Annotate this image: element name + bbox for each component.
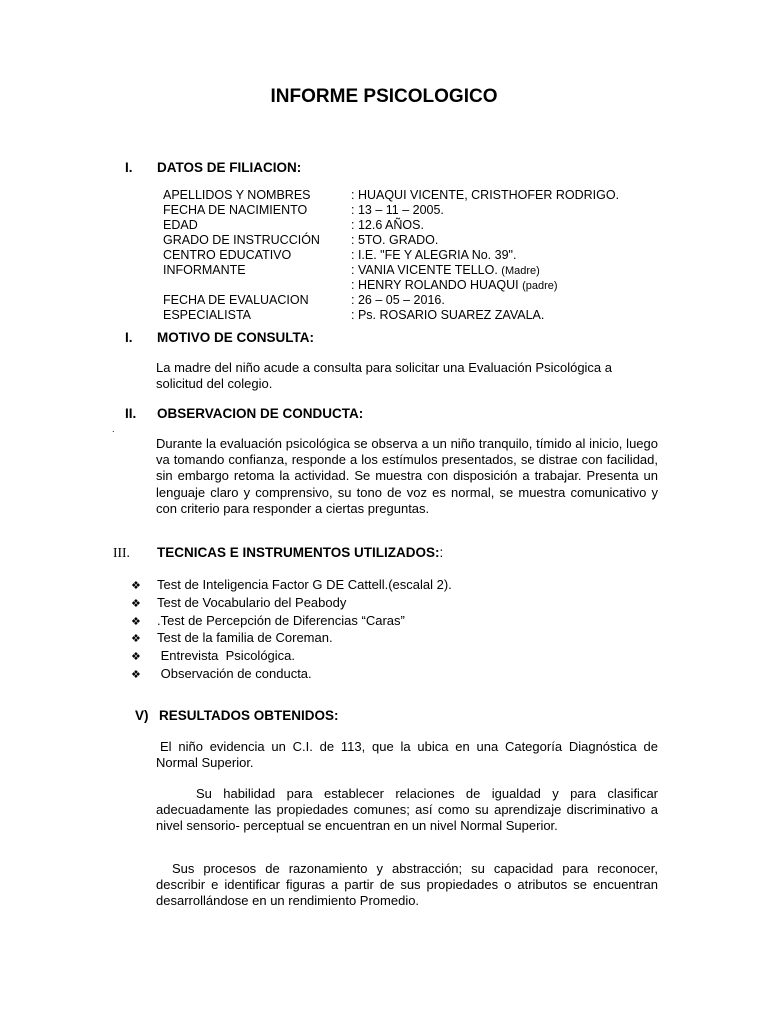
list-item-text: Test de Vocabulario del Peabody <box>157 594 347 610</box>
section-title-tail: : <box>439 545 444 560</box>
section-title: TECNICAS E INSTRUMENTOS UTILIZADOS: <box>157 545 440 560</box>
field-value: : HUAQUI VICENTE, CRISTHOFER RODRIGO. <box>351 188 620 202</box>
field-label: EDAD <box>163 218 198 232</box>
section-number: II. <box>125 406 137 421</box>
section-heading-datos <box>125 160 301 175</box>
list-item-text: .Test de Percepción de Diferencias “Caras” <box>157 612 405 628</box>
resultados-paragraph-3: Sus procesos de razonamiento y abstracción; su capacidad para reconocer, describir e identificar figuras a partir de sus propiedades o atributos se encuentran desarrollándose en un rendimiento Promedio. <box>156 861 658 909</box>
list-item <box>131 595 452 613</box>
list-item-text: Test de la familia de Coreman. <box>157 630 333 646</box>
observacion-paragraph: Durante la evaluación psicológica se observa a un niño tranquilo, tímido al inicio, luego va tomando confianza, responde a los estímulos presentados, se distrae con facilidad, sin embargo retoma la actividad. Se muestra con disposición a trabajar. Presenta un lenguaje claro y comprensivo, su tono de voz es normal, se muestra comunicativo y con criterio para responder a ciertas preguntas. <box>156 436 658 516</box>
field-value: : Ps. ROSARIO SUAREZ ZAVALA. <box>351 308 545 322</box>
diamond-bullet-icon: ❖ <box>131 615 141 628</box>
field-value: : 13 – 11 – 2005. <box>351 203 444 217</box>
field-label: ESPECIALISTA <box>163 308 251 322</box>
field-value-text: : VANIA VICENTE TELLO. <box>351 263 498 277</box>
field-value-note: (Madre) <box>501 265 540 277</box>
document-title: INFORME PSICOLOGICO <box>270 86 498 107</box>
list-item-text: Entrevista Psicológica. <box>157 648 296 664</box>
motivo-paragraph: La madre del niño acude a consulta para solicitar una Evaluación Psicológica a solicitud del colegio. <box>156 360 613 392</box>
field-label: CENTRO EDUCATIVO <box>163 248 292 262</box>
list-item <box>131 666 452 684</box>
list-item <box>131 577 452 595</box>
section-number: III. <box>113 545 130 560</box>
section-heading-observacion <box>125 406 363 421</box>
field-label: GRADO DE INSTRUCCIÓN <box>163 233 320 247</box>
list-item-text: Observación de conducta. <box>157 665 312 681</box>
field-value: : 12.6 AÑOS. <box>351 218 424 232</box>
section-title: OBSERVACION DE CONDUCTA: <box>157 406 364 421</box>
section-title: MOTIVO DE CONSULTA: <box>157 330 314 345</box>
diamond-bullet-icon: ❖ <box>131 651 141 664</box>
list-item <box>131 648 452 666</box>
section-title: RESULTADOS OBTENIDOS: <box>159 708 339 723</box>
tecnicas-list <box>131 577 452 684</box>
stray-mark: . <box>112 424 115 434</box>
diamond-bullet-icon: ❖ <box>131 668 141 681</box>
field-label: FECHA DE NACIMIENTO <box>163 203 308 217</box>
diamond-bullet-icon: ❖ <box>131 580 141 592</box>
resultados-paragraph-1: El niño evidencia un C.I. de 113, que la ubica en una Categoría Diagnóstica de Normal Superior. <box>156 739 658 771</box>
list-item-text: Test de Inteligencia Factor G DE Cattell.(escalal 2). <box>157 577 452 592</box>
list-item <box>131 630 452 648</box>
field-value-note: (padre) <box>522 280 558 292</box>
resultados-paragraph-2: Su habilidad para establecer relaciones de igualdad y para clasificar adecuadamente las propiedades comunes; así como su aprendizaje discriminativo a nivel sensorio- perceptual se encuentran en un nivel Normal Superior. <box>156 786 658 834</box>
field-label: APELLIDOS Y NOMBRES <box>163 188 311 202</box>
field-value-text: : HENRY ROLANDO HUAQUI <box>351 278 519 292</box>
diamond-bullet-icon: ❖ <box>131 633 141 646</box>
field-value <box>351 263 540 279</box>
section-heading-resultados <box>135 708 339 723</box>
field-value <box>351 278 558 294</box>
section-number: I. <box>125 330 133 345</box>
field-label: FECHA DE EVALUACION <box>163 293 309 307</box>
section-heading-motivo <box>125 330 314 345</box>
field-label: INFORMANTE <box>163 263 246 277</box>
field-value: : 26 – 05 – 2016. <box>351 293 445 307</box>
section-title: DATOS DE FILIACION: <box>157 160 302 175</box>
field-value: : 5TO. GRADO. <box>351 233 439 247</box>
list-item <box>131 613 452 631</box>
field-value: : I.E. "FE Y ALEGRIA No. 39". <box>351 248 517 262</box>
section-number: I. <box>125 160 133 175</box>
section-number: V) <box>135 708 149 723</box>
section-heading-tecnicas <box>113 545 443 561</box>
diamond-bullet-icon: ❖ <box>131 597 141 610</box>
